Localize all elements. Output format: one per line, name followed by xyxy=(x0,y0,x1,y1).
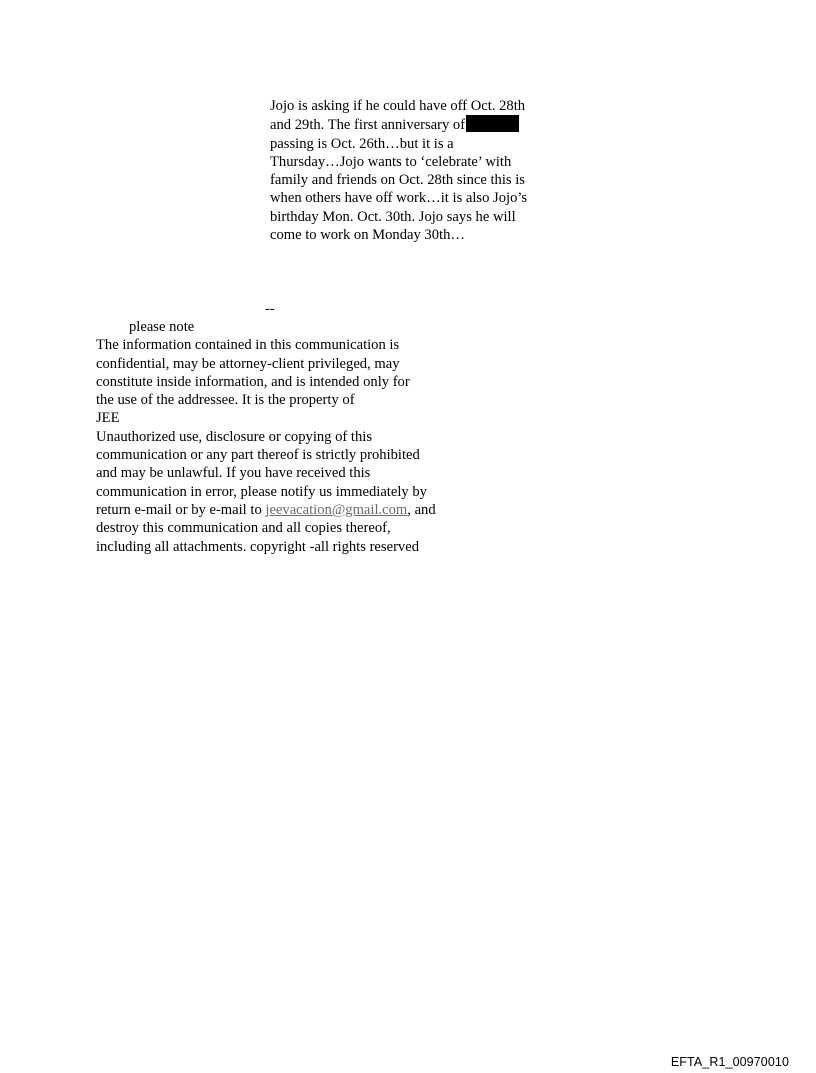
disclaimer-owner: JEE xyxy=(96,410,120,427)
message-line: birthday Mon. Oct. 30th. Jojo says he will xyxy=(270,208,516,225)
disclaimer xyxy=(96,318,476,556)
message-line xyxy=(270,115,570,134)
disclaimer-line: and may be unlawful. If you have received this xyxy=(96,465,371,482)
message-line: family and friends on Oct. 28th since this is xyxy=(270,172,525,189)
disclaimer-line: destroy this communication and all copies thereof, xyxy=(96,520,391,537)
email-link[interactable]: jeevacation@gmail.com xyxy=(265,501,408,518)
disclaimer-heading: please note xyxy=(129,319,195,335)
document-id: EFTA_R1_00970010 xyxy=(670,1055,789,1069)
disclaimer-line: Unauthorized use, disclosure or copying of this xyxy=(96,428,373,445)
message-body xyxy=(270,97,570,244)
disclaimer-line: The information contained in this communication is xyxy=(96,337,400,354)
disclaimer-return-line xyxy=(96,501,476,519)
message-line: when others have off work…it is also Jojo’s xyxy=(270,190,528,207)
disclaimer-line: the use of the addressee. It is the property of xyxy=(96,392,355,409)
message-line: come to work on Monday 30th… xyxy=(270,227,465,244)
return-line-prefix: return e-mail or by e-mail to xyxy=(96,501,266,518)
message-line: Thursday…Jojo wants to ‘celebrate’ with xyxy=(270,153,512,170)
signature-separator: -- xyxy=(265,301,275,317)
redaction-block xyxy=(466,115,519,132)
message-line-text: and 29th. The first anniversary of xyxy=(270,117,466,134)
return-line-suffix: , and xyxy=(407,501,436,518)
message-line: passing is Oct. 26th…but it is a xyxy=(270,135,454,152)
message-line: Jojo is asking if he could have off Oct. 28th xyxy=(270,98,526,114)
disclaimer-line: communication in error, please notify us immediately by xyxy=(96,483,427,500)
disclaimer-line: including all attachments. copyright -all rights reserved xyxy=(96,538,419,555)
disclaimer-line: constitute inside information, and is intended only for xyxy=(96,373,410,390)
disclaimer-line: confidential, may be attorney-client privileged, may xyxy=(96,355,400,372)
disclaimer-line: communication or any part thereof is strictly prohibited xyxy=(96,447,420,464)
